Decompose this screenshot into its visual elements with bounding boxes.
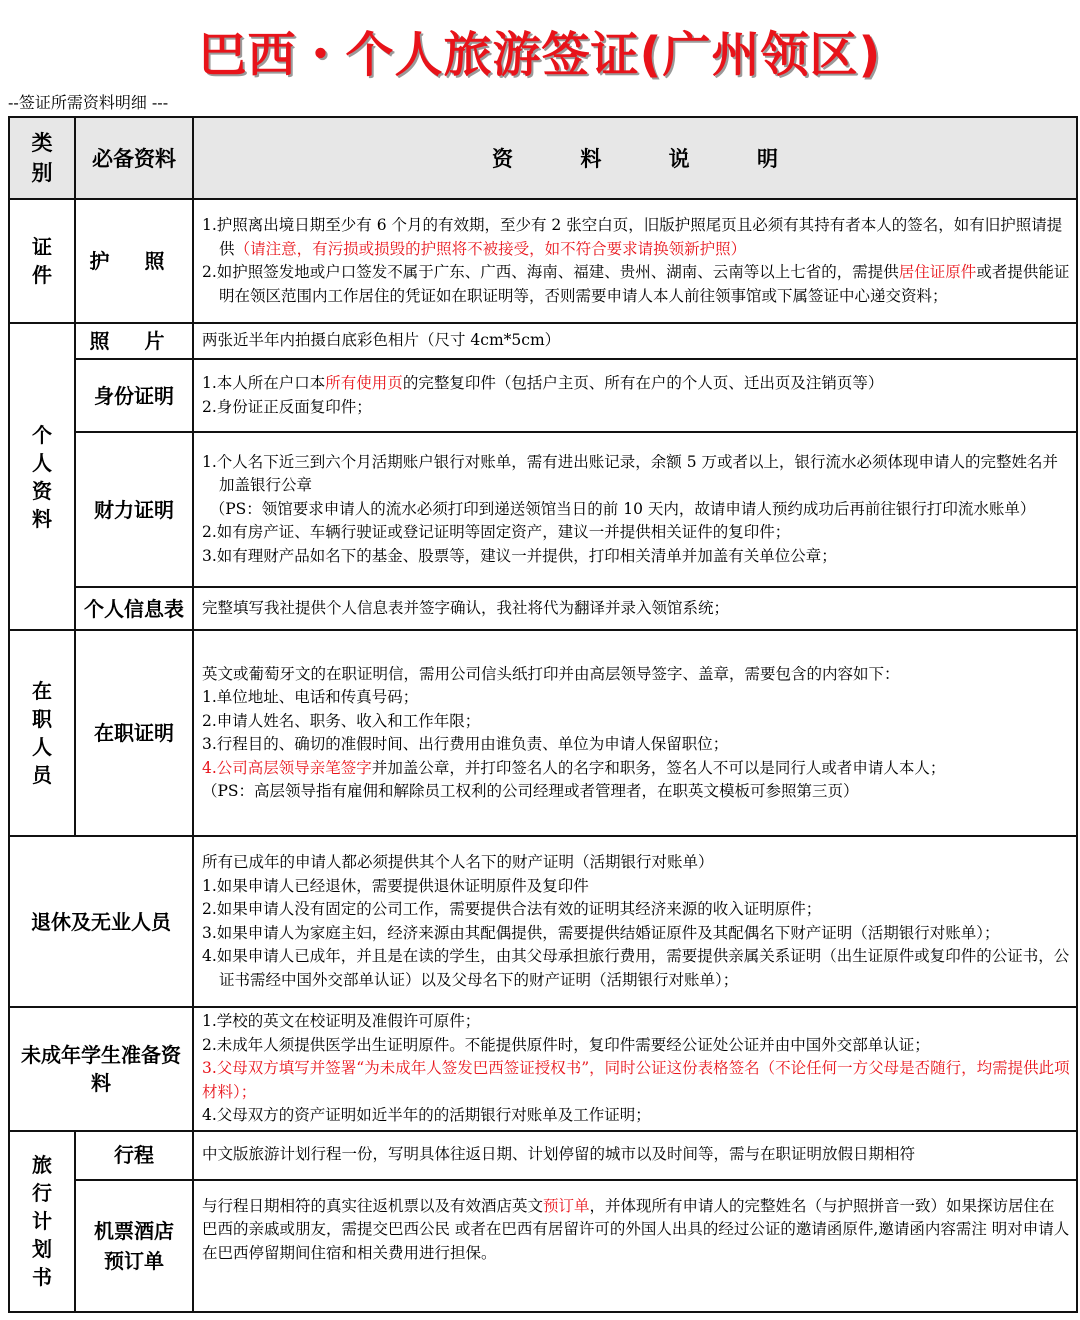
minor-line-2: 2.未成年人须提供医学出生证明原件。不能提供原件时，复印件需要经公证处公证并由中国外交部单认证；: [202, 1035, 930, 1054]
retired-description: [193, 836, 1077, 1007]
id-line-1: 1.本人所在户口本所有使用页的完整复印件（包括户主页、所有在户的个人页、迁出页及注销页等）: [202, 374, 884, 392]
retired-line-2: 2.如果申请人没有固定的公司工作，需要提供合法有效的证明其经济来源的收入证明原件；: [202, 900, 822, 918]
item-id-proof: 身份证明: [75, 359, 193, 432]
row-retired: [9, 836, 1077, 1007]
retired-line-3: 3.如果申请人为家庭主妇，经济来源由其配偶提供，需要提供结婚证原件及其配偶名下财产证明（活期银行对账单）；: [202, 923, 1000, 942]
minor-line-3: 3.父母双方填写并签署“为未成年人签发巴西签证授权书”，同时公证这份表格签名（不论任何一方父母是否随行，均需提供此项材料）；: [202, 1059, 1070, 1101]
item-finance-proof: 财力证明: [75, 432, 193, 587]
category-minor: 未成年学生准备资料: [9, 1007, 193, 1131]
finance-ps: （PS：领馆要求申请人的流水必须打印到递送领馆当日的前 10 天内，故请申请人预约成功后再前往银行打印流水账单）: [209, 499, 1036, 518]
item-photo: 照 片: [75, 323, 193, 359]
booking-description: [193, 1180, 1077, 1312]
header-description: 资 料 说 明: [193, 117, 1077, 199]
employment-intro: 英文或葡萄牙文的在职证明信，需用公司信头纸打印并由高层领导签字、盖章，需要包含的内容如下：: [202, 664, 900, 683]
row-info-form: [9, 587, 1077, 630]
item-info-form: 个人信息表: [75, 587, 193, 630]
visa-requirements-table: [8, 116, 1078, 1313]
category-documents: 证件: [9, 199, 75, 323]
row-passport: [9, 199, 1077, 323]
retired-intro: 所有已成年的申请人都必须提供其个人名下的财产证明（活期银行对账单）: [202, 853, 714, 871]
passport-line-2: 2.如护照签发地或户口签发不属于广东、广西、海南、福建、贵州、湖南、云南等以上七省的，需提供居住证原件或者提供能证明在领区范围内工作居住的凭证如在职证明等，否则需要申请人本人前往领事馆或下属签证中心递交资料；: [202, 263, 1070, 305]
row-finance: [9, 432, 1077, 587]
row-employed: [9, 630, 1077, 836]
minor-line-1: 1.学校的英文在校证明及准假许可原件；: [202, 1012, 481, 1030]
item-employment-proof: 在职证明: [75, 630, 193, 836]
finance-line-1: 1.个人名下近三到六个月活期账户银行对账单，需有进出账记录，余额 5 万或者以上，银行流水必须体现申请人的完整姓名并加盖银行公章: [202, 452, 1059, 495]
row-minor: [9, 1007, 1077, 1131]
category-personal: 个人资料: [9, 323, 75, 630]
item-booking: 机票酒店预订单: [75, 1180, 193, 1312]
minor-line-4: 4.父母双方的资产证明如近半年的的活期银行对账单及工作证明；: [202, 1106, 651, 1124]
minor-description: [193, 1007, 1077, 1131]
passport-line-1: 1.护照离出境日期至少有 6 个月的有效期，至少有 2 张空白页，旧版护照尾页且必须有其持有者本人的签名，如有旧护照请提供（请注意，有污损或损毁的护照将不被接受，如不符合要求请换领新护照）: [202, 216, 1063, 258]
employment-line-3: 3.行程目的、确切的准假时间、出行费用由谁负责、单位为申请人保留职位；: [202, 735, 729, 753]
itinerary-description: 中文版旅游计划行程一份，写明具体往返日期、计划停留的城市以及时间等，需与在职证明放假日期相符: [193, 1131, 1077, 1180]
row-itinerary: [9, 1131, 1077, 1180]
item-passport: 护 照: [75, 199, 193, 323]
finance-line-2: 2.如有房产证、车辆行驶证或登记证明等固定资产，建议一并提供相关证件的复印件；: [202, 523, 791, 542]
retired-line-1: 1.如果申请人已经退休，需要提供退休证明原件及复印件: [202, 876, 589, 895]
passport-description: [193, 199, 1077, 323]
employment-description: [193, 630, 1077, 836]
info-form-description: 完整填写我社提供个人信息表并签字确认，我社将代为翻译并录入领馆系统；: [193, 587, 1077, 630]
employment-line-1: 1.单位地址、电话和传真号码；: [202, 688, 419, 706]
employment-ps: （PS：高层领导指有雇佣和解除员工权利的公司经理或者管理者，在职英文模板可参照第三页）: [202, 782, 859, 800]
employment-line-4: 4.公司高层领导亲笔签字并加盖公章，并打印签名人的名字和职务，签名人不可以是同行人或者申请人本人；: [202, 758, 946, 777]
row-booking: [9, 1180, 1077, 1312]
booking-text: 与行程日期相符的真实往返机票以及有效酒店英文预订单，并体现所有申请人的完整姓名（与护照拼音一致）如果探访居住在巴西的亲戚或朋友，需提交巴西公民 或者在巴西有居留许可的外国人出具的经过公证的邀请函原件,邀请函内容需注 明对申请人在巴西停留期间住宿和相关费用进行担保。: [202, 1196, 1070, 1262]
employment-line-2: 2.申请人姓名、职务、收入和工作年限；: [202, 711, 481, 730]
category-travel-plan: 旅行计划书: [9, 1131, 75, 1312]
header-category: 类别: [9, 117, 75, 199]
header-row: [9, 117, 1077, 199]
category-retired: 退休及无业人员: [9, 836, 193, 1007]
category-employed: 在职人员: [9, 630, 75, 836]
retired-line-4: 4.如果申请人已成年，并且是在读的学生，由其父母承担旅行费用，需要提供亲属关系证明（出生证原件或复印件的公证书，公证书需经中国外交部单认证）以及父母名下的财产证明（活期银行对账单）；: [202, 947, 1070, 989]
photo-description: 两张近半年内拍摄白底彩色相片（尺寸 4cm*5cm）: [193, 323, 1077, 359]
finance-line-3: 3.如有理财产品如名下的基金、股票等，建议一并提供，打印相关清单并加盖有关单位公章；: [202, 546, 837, 565]
item-itinerary: 行程: [75, 1131, 193, 1180]
page-title: 巴西・个人旅游签证(广州领区): [198, 27, 882, 83]
id-line-2: 2.身份证正反面复印件；: [202, 397, 372, 416]
row-photo: [9, 323, 1077, 359]
finance-description: [193, 432, 1077, 587]
id-description: [193, 359, 1077, 432]
page-subtitle: --签证所需资料明细 ---: [8, 93, 169, 112]
header-required: 必备资料: [75, 117, 193, 199]
row-id: [9, 359, 1077, 432]
